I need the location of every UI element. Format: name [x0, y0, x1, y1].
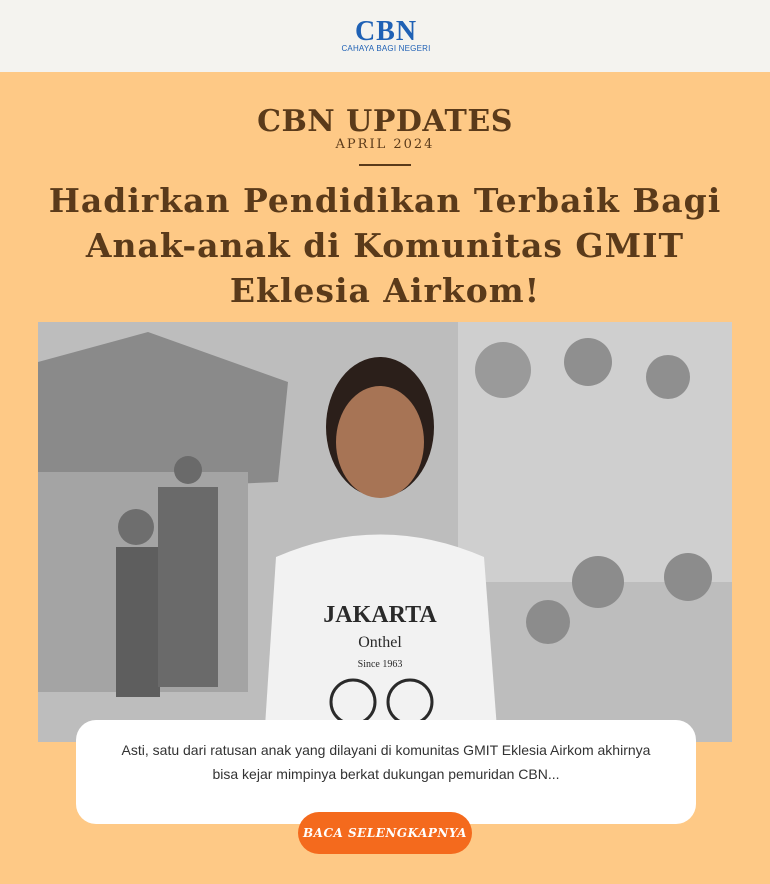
hero-image: [38, 322, 732, 742]
article-headline: Hadirkan Pendidikan Terbaik Bagi Anak-anak di Komunitas GMIT Eklesia Airkom!: [48, 181, 722, 310]
child-face-4: [572, 556, 624, 608]
girl-face: [336, 386, 424, 498]
updates-title: CBN UPDATES: [257, 104, 513, 139]
child-face-6: [526, 600, 570, 644]
child-face-3: [646, 355, 690, 399]
cbn-logo[interactable]: [339, 18, 433, 54]
logo-mark: CBN: [354, 16, 418, 47]
child-face-2: [564, 338, 612, 386]
top-banner: [0, 0, 770, 72]
child-face-1: [475, 342, 531, 398]
shirt-since: Since 1963: [357, 659, 403, 670]
man-body: [158, 487, 218, 687]
updates-date: APRIL 2024: [335, 137, 435, 152]
divider: [359, 164, 411, 166]
summary-card: [76, 720, 696, 824]
shirt-text: JAKARTA: [323, 602, 437, 628]
logo-tagline: CAHAYA BAGI NEGERI: [341, 44, 431, 53]
read-more-button[interactable]: BACA SELENGKAPNYA: [298, 812, 472, 854]
child-face-5: [664, 553, 712, 601]
hero-illustration: [38, 322, 732, 742]
summary-text: Asti, satu dari ratusan anak yang dilayani di komunitas GMIT Eklesia Airkom akhirnya bisa kejar mimpinya berkat dukungan pemuridan CBN...: [121, 742, 651, 782]
boy-body: [116, 547, 160, 697]
shirt-sub: Onthel: [358, 634, 402, 651]
man-face: [174, 456, 202, 484]
boy-face: [118, 509, 154, 545]
